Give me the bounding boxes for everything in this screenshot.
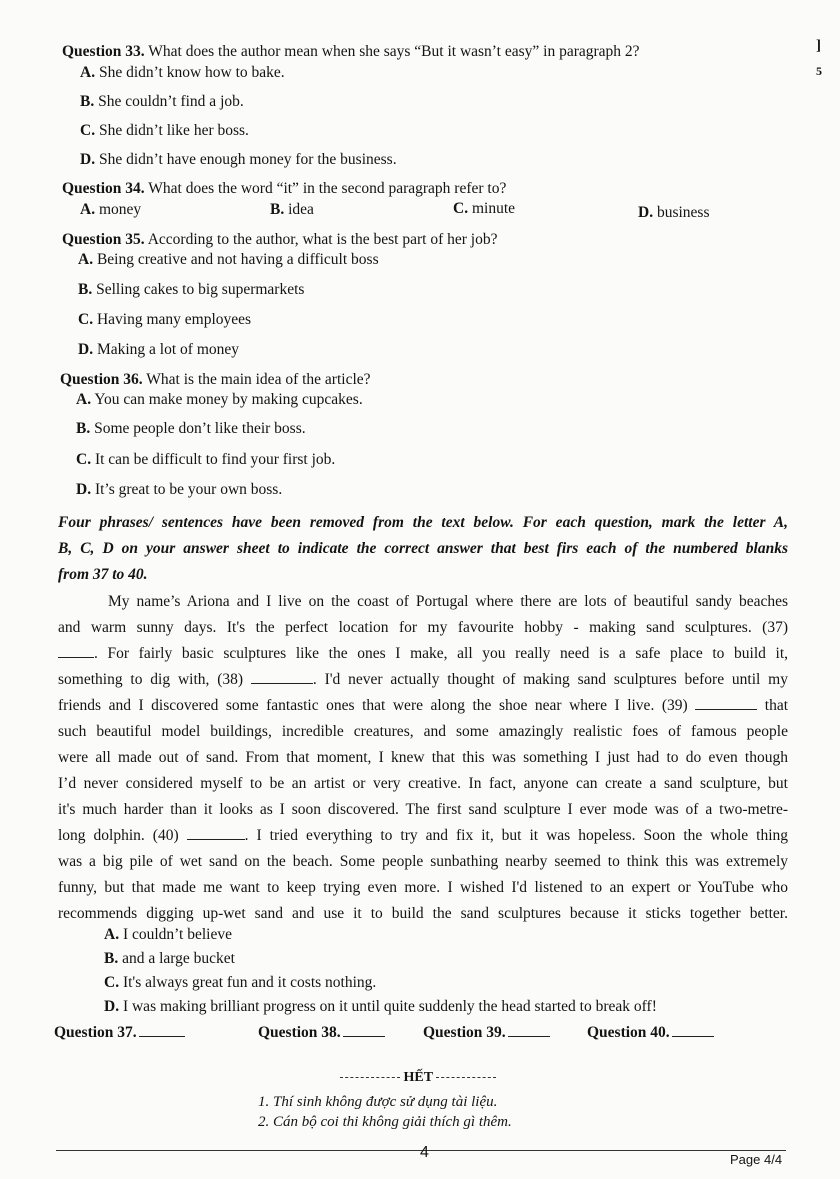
passage-line: long dolphin. (40) . I tried everything to try and fix it, but it was hopeless. Soon the whole thing [58, 827, 788, 844]
q36-option-b[interactable]: B. Some people don’t like their boss. [76, 420, 306, 437]
answer-blank[interactable] [343, 1024, 385, 1037]
question-text: According to the author, what is the best part of her job? [147, 231, 498, 248]
passage-line: it's much harder than it looks as I soon discovered. The first sand sculpture I ever mode was of a two-metre- [58, 801, 788, 818]
question-text: What is the main idea of the article? [146, 371, 371, 388]
q34-option-b[interactable]: B. idea [270, 201, 314, 218]
passage-line: recommends digging up-wet sand and use it to build the sand sculptures because it sticks together better. [58, 905, 788, 922]
q36-option-a[interactable]: A. You can make money by making cupcakes. [76, 391, 363, 408]
answer-blank[interactable] [672, 1024, 714, 1037]
passage-line: and warm sunny days. It's the perfect location for my favourite hobby - making sand sculptures. (37) [58, 619, 788, 636]
instruction-line: B, C, D on your answer sheet to indicate the correct answer that best firs each of the numbered blanks [58, 540, 788, 557]
choice-b[interactable]: B. and a large bucket [104, 950, 235, 967]
passage-line: funny, but that made me want to keep trying even more. I wished I'd listened to an expert or YouTube who [58, 879, 788, 896]
answer-39[interactable]: Question 39. [423, 1024, 550, 1042]
margin-mark: ] [816, 38, 821, 54]
dash-rule [340, 1077, 400, 1078]
q34-option-a[interactable]: A. money [80, 201, 142, 218]
note-1: 1. Thí sinh không được sử dụng tài liệu. [258, 1094, 498, 1110]
q33-option-c[interactable]: C. She didn’t like her boss. [80, 122, 249, 139]
q34-option-d[interactable]: D. business [638, 204, 710, 221]
question-text: What does the author mean when she says “But it wasn’t easy” in paragraph 2? [148, 43, 640, 60]
reading-passage [58, 589, 788, 927]
question-number: Question 35. [62, 231, 145, 248]
passage-line: I’d never considered myself to be an artist or very creative. In fact, anyone can create a sand sculpture, but [58, 775, 788, 792]
answer-38[interactable]: Question 38. [258, 1024, 385, 1042]
question-text: What does the word “it” in the second paragraph refer to? [148, 180, 507, 197]
passage-line: was a big pile of wet sand on the beach. Some people sunbathing nearby seemed to think this was extremely [58, 853, 788, 870]
end-title: HẾT [403, 1070, 433, 1085]
passage-line: friends and I discovered some fantastic ones that were along the shoe near where I live. (39) that [58, 697, 789, 714]
passage-line: were all made out of sand. From that moment, I knew that this was something I just had to do even though [58, 749, 788, 766]
q35-option-b[interactable]: B. Selling cakes to big supermarkets [78, 281, 305, 298]
answer-40[interactable]: Question 40. [587, 1024, 714, 1042]
margin-mark: 5 [816, 64, 822, 78]
passage-line: such beautiful model buildings, incredible creatures, and some amazingly realistic foes of famous people [58, 723, 788, 740]
passage-line: something to dig with, (38) . I'd never actually thought of making sand sculptures before until my [58, 671, 788, 688]
note-2: 2. Cán bộ coi thi không giải thích gì thêm. [258, 1114, 512, 1130]
answer-blank[interactable] [508, 1024, 550, 1037]
page-label: Page 4/4 [730, 1152, 783, 1167]
end-marker [340, 1070, 496, 1086]
q33-option-a[interactable]: A. She didn’t know how to bake. [80, 64, 285, 81]
question-number: Question 33. [62, 43, 145, 60]
blank-37[interactable] [58, 645, 94, 658]
q35-option-a[interactable]: A. Being creative and not having a difficult boss [78, 251, 379, 268]
section-instruction [58, 514, 788, 592]
answer-blank[interactable] [139, 1024, 185, 1037]
q34-option-c[interactable]: C. minute [453, 200, 516, 217]
blank-40[interactable] [187, 827, 245, 840]
dash-rule [436, 1077, 496, 1078]
question-36 [60, 371, 371, 389]
page-number: 4 [420, 1144, 429, 1161]
q36-option-d[interactable]: D. It’s great to be your own boss. [76, 481, 283, 498]
question-33 [62, 43, 640, 61]
instruction-line: Four phrases/ sentences have been removed from the text below. For each question, mark the letter A, [58, 514, 788, 531]
question-35 [62, 231, 497, 249]
blank-39[interactable] [695, 697, 757, 710]
blank-38[interactable] [251, 671, 313, 684]
choice-d[interactable]: D. I was making brilliant progress on it until quite suddenly the head started to break off! [104, 998, 657, 1015]
q33-option-b[interactable]: B. She couldn’t find a job. [80, 93, 244, 110]
choice-c[interactable]: C. It's always great fun and it costs nothing. [104, 974, 377, 991]
q35-option-c[interactable]: C. Having many employees [78, 311, 252, 328]
q33-option-d[interactable]: D. She didn’t have enough money for the business. [80, 151, 397, 168]
question-number: Question 34. [62, 180, 145, 197]
q36-option-c[interactable]: C. It can be difficult to find your first job. [76, 451, 336, 468]
passage-line: . For fairly basic sculptures like the ones I make, all you really need is a safe place to build it, [58, 641, 788, 667]
answer-37[interactable]: Question 37. [54, 1024, 185, 1042]
choice-a[interactable]: A. I couldn’t believe [104, 926, 232, 943]
question-number: Question 36. [60, 371, 143, 388]
instruction-line: from 37 to 40. [58, 566, 148, 583]
question-34 [62, 180, 506, 198]
passage-line: My name’s Ariona and I live on the coast of Portugal where there are lots of beautiful sandy beaches [108, 593, 788, 610]
q35-option-d[interactable]: D. Making a lot of money [78, 341, 240, 358]
